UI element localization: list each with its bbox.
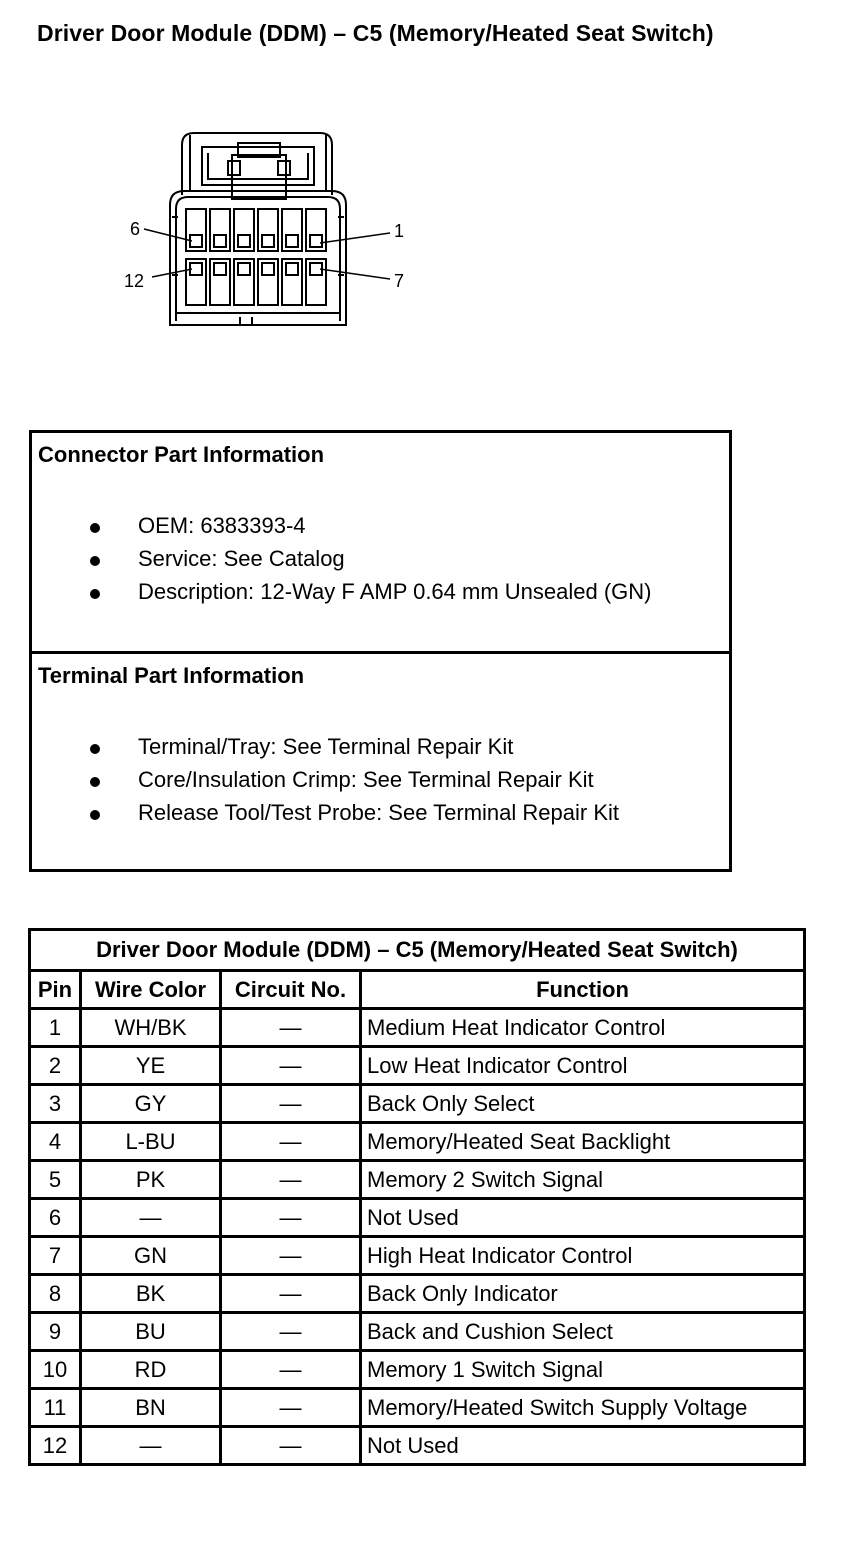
- bullet-icon: [90, 523, 100, 533]
- cell-circuit-no: —: [221, 1351, 361, 1389]
- table-row: [30, 1351, 805, 1389]
- cell-function: Memory/Heated Seat Backlight: [361, 1123, 805, 1161]
- cell-function: Memory 2 Switch Signal: [361, 1161, 805, 1199]
- cell-function: Memory/Heated Switch Supply Voltage: [361, 1389, 805, 1427]
- cell-circuit-no: —: [221, 1047, 361, 1085]
- pin-label-12: 12: [124, 271, 145, 291]
- bullet-icon: [90, 556, 100, 566]
- cell-wire-color: L-BU: [81, 1123, 221, 1161]
- connector-face-diagram: [120, 125, 420, 335]
- cell-pin: 7: [30, 1237, 81, 1275]
- cell-circuit-no: —: [221, 1161, 361, 1199]
- table-row: [30, 1009, 805, 1047]
- table-row: [30, 1427, 805, 1465]
- cell-pin: 8: [30, 1275, 81, 1313]
- cell-circuit-no: —: [221, 1427, 361, 1465]
- cell-wire-color: —: [81, 1199, 221, 1237]
- cell-wire-color: GY: [81, 1085, 221, 1123]
- table-row: [30, 1123, 805, 1161]
- pin-cavities-bottom-row: [186, 259, 326, 305]
- cell-pin: 6: [30, 1199, 81, 1237]
- cell-circuit-no: —: [221, 1199, 361, 1237]
- col-header-wire-color: Wire Color: [81, 971, 221, 1009]
- connector-info-heading: Connector Part Information: [38, 442, 325, 467]
- cell-circuit-no: —: [221, 1275, 361, 1313]
- cell-circuit-no: —: [221, 1123, 361, 1161]
- cell-pin: 4: [30, 1123, 81, 1161]
- cell-wire-color: BK: [81, 1275, 221, 1313]
- cell-function: Medium Heat Indicator Control: [361, 1009, 805, 1047]
- cell-function: Low Heat Indicator Control: [361, 1047, 805, 1085]
- pin-label-7: 7: [394, 271, 405, 291]
- cell-function: Memory 1 Switch Signal: [361, 1351, 805, 1389]
- terminal-part-info: Terminal Part Information Terminal/Tray: See Terminal Repair Kit Core/Insulation Crimp: See Terminal Repair Kit Release Tool/Test Probe: See Terminal Repair Kit: [32, 651, 729, 872]
- cell-pin: 10: [30, 1351, 81, 1389]
- cell-function: Not Used: [361, 1199, 805, 1237]
- table-row: [30, 1047, 805, 1085]
- page-title: Driver Door Module (DDM) – C5 (Memory/Heated Seat Switch): [37, 20, 714, 46]
- cell-wire-color: BU: [81, 1313, 221, 1351]
- cell-pin: 2: [30, 1047, 81, 1085]
- pin-table: [28, 928, 806, 1466]
- table-row: [30, 1313, 805, 1351]
- pin-table-caption: Driver Door Module (DDM) – C5 (Memory/Heated Seat Switch): [30, 930, 805, 971]
- cell-wire-color: PK: [81, 1161, 221, 1199]
- bullet-icon: [90, 777, 100, 787]
- cell-circuit-no: —: [221, 1389, 361, 1427]
- table-row: [30, 1199, 805, 1237]
- table-row: [30, 1161, 805, 1199]
- bullet-icon: [90, 744, 100, 754]
- cell-pin: 9: [30, 1313, 81, 1351]
- cell-wire-color: YE: [81, 1047, 221, 1085]
- cell-pin: 5: [30, 1161, 81, 1199]
- cell-circuit-no: —: [221, 1313, 361, 1351]
- cell-pin: 3: [30, 1085, 81, 1123]
- col-header-circuit-no: Circuit No.: [221, 971, 361, 1009]
- cell-circuit-no: —: [221, 1085, 361, 1123]
- cell-function: Not Used: [361, 1427, 805, 1465]
- part-info-box: [29, 430, 732, 872]
- bullet-icon: [90, 810, 100, 820]
- cell-wire-color: GN: [81, 1237, 221, 1275]
- cell-pin: 1: [30, 1009, 81, 1047]
- cell-pin: 12: [30, 1427, 81, 1465]
- bullet-icon: [90, 589, 100, 599]
- cell-function: Back Only Indicator: [361, 1275, 805, 1313]
- cell-wire-color: WH/BK: [81, 1009, 221, 1047]
- pin-label-6: 6: [130, 219, 141, 239]
- cell-pin: 11: [30, 1389, 81, 1427]
- cell-circuit-no: —: [221, 1009, 361, 1047]
- pin-label-1: 1: [394, 221, 405, 241]
- table-row: [30, 1389, 805, 1427]
- terminal-info-heading: Terminal Part Information: [38, 663, 305, 688]
- cell-wire-color: RD: [81, 1351, 221, 1389]
- cell-circuit-no: —: [221, 1237, 361, 1275]
- cell-wire-color: BN: [81, 1389, 221, 1427]
- connector-part-info: Connector Part Information OEM: 6383393-4 Service: See Catalog Description: 12-Way F AMP 0.64 mm Unsealed (GN): [38, 442, 652, 604]
- table-row: [30, 1275, 805, 1313]
- cell-function: Back Only Select: [361, 1085, 805, 1123]
- table-row: [30, 1085, 805, 1123]
- col-header-function: Function: [361, 971, 805, 1009]
- cell-function: Back and Cushion Select: [361, 1313, 805, 1351]
- cell-function: High Heat Indicator Control: [361, 1237, 805, 1275]
- table-row: [30, 1237, 805, 1275]
- cell-wire-color: —: [81, 1427, 221, 1465]
- col-header-pin: Pin: [30, 971, 81, 1009]
- pin-cavities-top-row: [186, 209, 326, 251]
